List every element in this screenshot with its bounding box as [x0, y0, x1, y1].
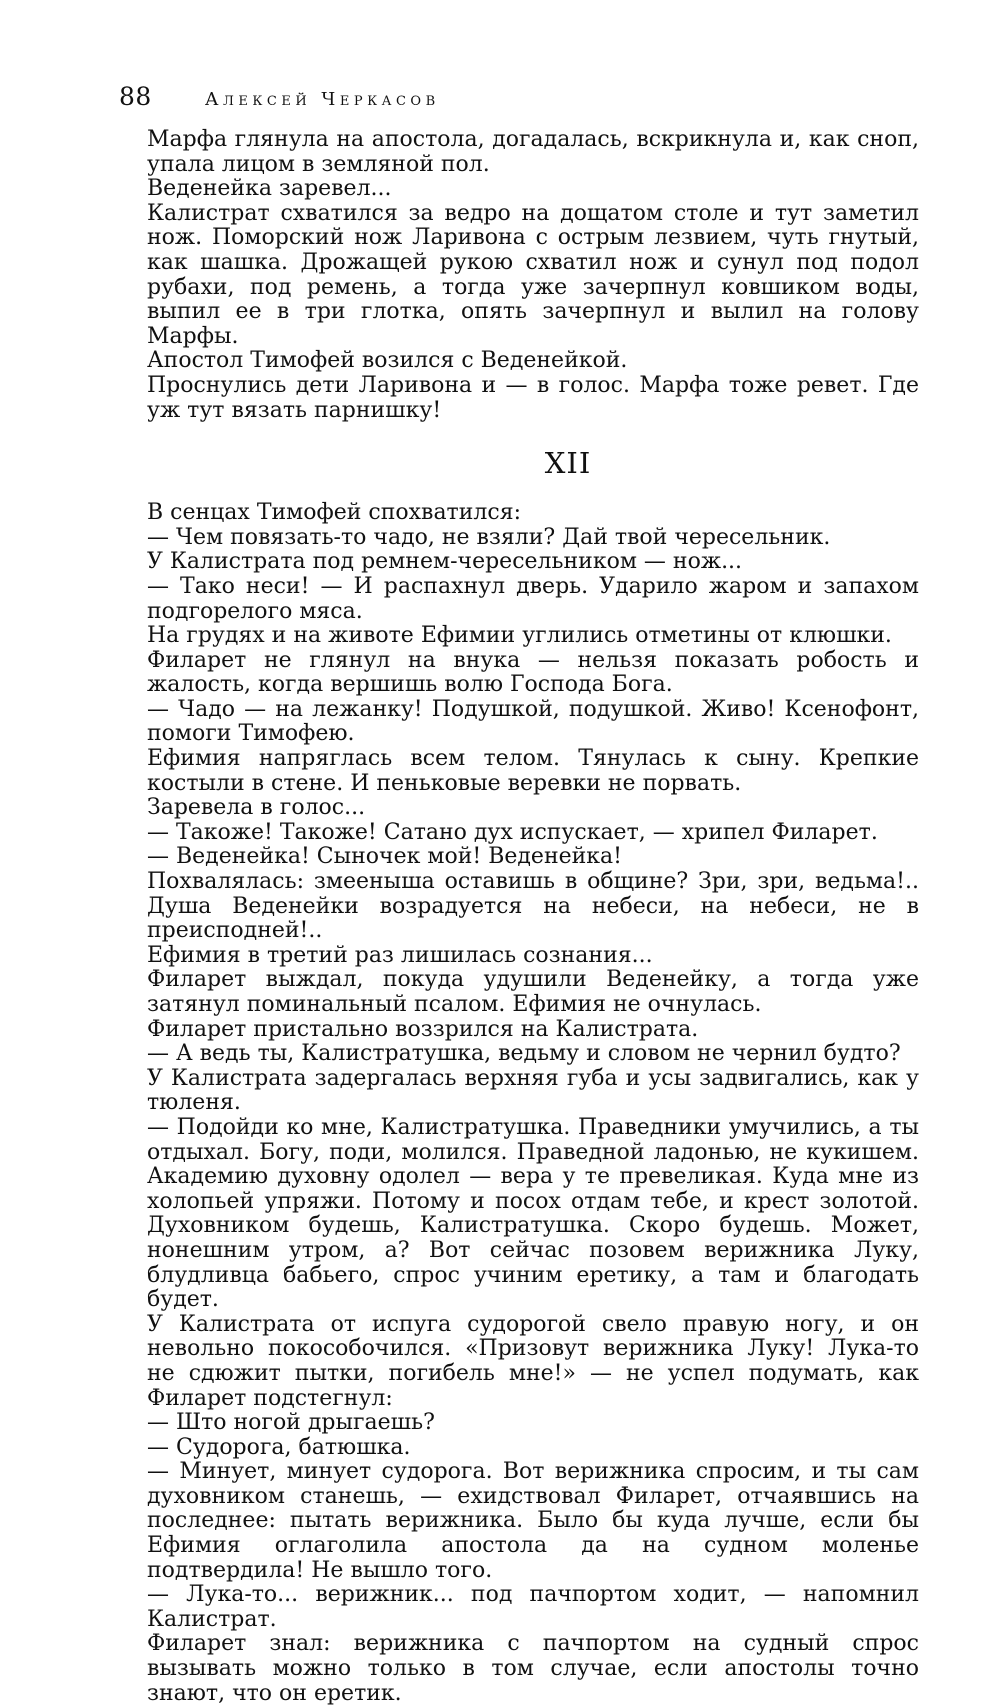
paragraph: — Подойди ко мне, Калистратушка. Праведники умучились, а ты отдыхал. Богу, поди, молился. Праведной ладонью, не кукишем. Академию духовну одолел — вера у те превеликая. Куда мне из холопьей упряжи. Потому и посох отдам тебе, и крест золотой. Духовником будешь, Калистратушка. Скоро будешь. Может, нонешним утром, а? Вот сейчас позовем верижника Луку, блудливца бабьего, спрос учиним еретику, а там и благодать будет. [147, 1114, 919, 1313]
main-text [147, 128, 919, 1706]
paragraph: Апостол Тимофей возился с Веденейкой. [147, 348, 628, 374]
paragraph: Марфа глянула на апостола, догадалась, вскрикнула и, как сноп, упала лицом в земляной пол. [147, 127, 919, 177]
paragraph: — Такоже! Такоже! Сатано дух испускает, — хрипел Филарет. [147, 819, 878, 845]
paragraph: Филарет не глянул на внука — нельзя показать робость и жалость, когда вершишь волю Господа Бога. [147, 647, 919, 698]
paragraph: — А ведь ты, Калистратушка, ведьму и словом не чернил будто? [147, 1041, 901, 1067]
paragraph: У Калистрата задергалась верхняя губа и усы задвигались, как у тюленя. [147, 1065, 919, 1116]
paragraph: Филарет выждал, покуда удушили Веденейку, а тогда уже затянул поминальный псалом. Ефимия не очнулась. [147, 967, 919, 1017]
paragraph: — Минует, минует судорога. Вот верижника спросим, и ты сам духовником станешь, — ехидствовал Филарет, отчаявшись на последнее: пытать верижника. Было бы куда лучше, если бы Ефимия оглаголила апостола да на судном моленье подтвердила! Не вышло того. [147, 1459, 919, 1583]
page-number: 88 [119, 82, 152, 111]
paragraph: — Судорога, батюшка. [147, 1434, 411, 1460]
chapter-heading: XII [544, 446, 592, 481]
paragraph: Филарет знал: верижника с пачпортом на судный спрос вызывать можно только в том случае, если апостолы точно знают, что он еретик. [147, 1631, 919, 1706]
paragraph: У Калистрата от испуга судорогой свело правую ногу, и он невольно покособочился. «Призовут верижника Луку! Лука-то не сдюжит пытки, погибель мне!» — не успел подумать, как Филарет подстегнул: [147, 1311, 919, 1411]
paragraph: Похвалялась: змееныша оставишь в общине? Зри, зри, ведьма!.. Душа Веденейки возрадуется на небеси, на небеси, не в преисподней!.. [147, 869, 919, 944]
paragraph: Проснулись дети Ларивона и — в голос. Марфа тоже ревет. Где уж тут вязать парнишку! [147, 372, 919, 423]
paragraph: На грудях и на животе Ефимии углились отметины от клюшки. [147, 623, 892, 649]
paragraph: Заревела в голос... [147, 795, 366, 821]
paragraph: — Веденейка! Сыночек мой! Веденейка! [147, 844, 623, 870]
paragraph: Веденейка заревел... [147, 176, 392, 202]
running-head [119, 82, 919, 116]
paragraph: Ефимия в третий раз лишилась сознания... [147, 942, 653, 968]
running-title: Алексей Черкасов [204, 89, 440, 110]
paragraph: Ефимия напряглась всем телом. Тянулась к сыну. Крепкие костыли в стене. И пеньковые веревки не порвать. [147, 746, 919, 796]
paragraph: — Чадо — на лежанку! Подушкой, подушкой. Живо! Ксенофонт, помоги Тимофею. [147, 696, 919, 747]
paragraph: — Чем повязать-то чадо, не взяли? Дай твой чересельник. [147, 524, 831, 550]
paragraph: — Лука-то... верижник... под пачпортом ходит, — напомнил Калистрат. [147, 1582, 919, 1632]
paragraph: — Тако неси! — И распахнул дверь. Ударило жаром и запахом подгорелого мяса. [147, 573, 919, 624]
paragraph: В сенцах Тимофей спохватился: [147, 500, 521, 526]
paragraph: У Калистрата под ремнем-чересельником — нож... [147, 549, 743, 575]
paragraph: Филарет пристально воззрился на Калистрата. [147, 1016, 699, 1042]
paragraph: Калистрат схватился за ведро на дощатом столе и тут заметил нож. Поморский нож Ларивона с острым лезвием, чуть гнутый, как шашка. Дрожащей рукою схватил нож и сунул под подол рубахи, под ремень, а тогда уже зачерпнул ковшиком воды, выпил ее в три глотка, опять зачерпнул и вылил на голову Марфы. [147, 200, 919, 349]
paragraph: — Што ногой дрыгаешь? [147, 1410, 435, 1436]
